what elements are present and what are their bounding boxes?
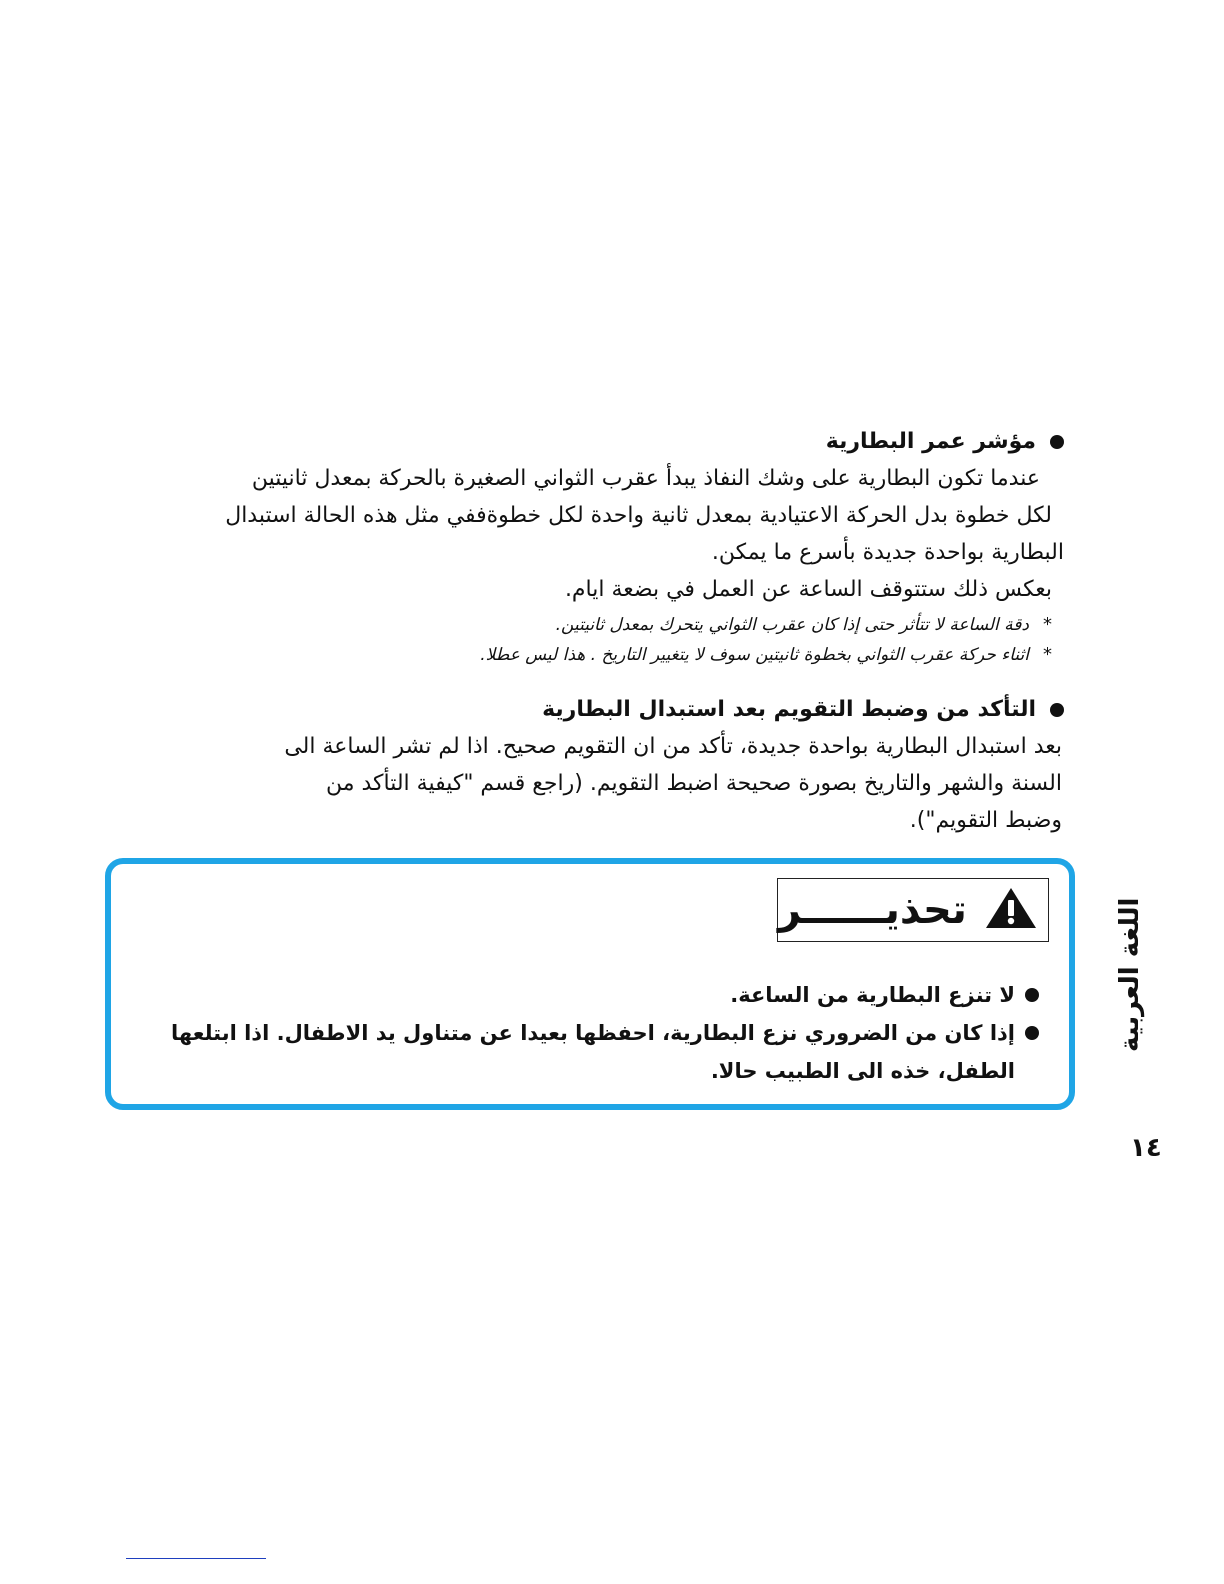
bullet-icon xyxy=(1050,703,1064,717)
bullet-icon xyxy=(1050,435,1064,449)
battery-indicator-section xyxy=(100,424,1064,670)
paragraph-line: بعكس ذلك ستتوقف الساعة عن العمل في بضعة ايام. xyxy=(564,577,1052,602)
paragraph-line: لكل خطوة بدل الحركة الاعتيادية بمعدل ثانية واحدة لكل خطوةففي مثل هذه الحالة استبدال xyxy=(225,503,1052,528)
warning-box xyxy=(105,858,1075,1110)
note-line: * اثناء حركة عقرب الثواني بخطوة ثانيتين سوف لا يتغيير التاريخ . هذا ليس عطلا. xyxy=(480,644,1052,665)
page-number: ١٤ xyxy=(1130,1133,1162,1163)
paragraph-line: وضبط التقويم"). xyxy=(909,808,1062,833)
bullet-icon xyxy=(1025,1026,1039,1040)
warning-list xyxy=(151,976,1039,1090)
warning-title: تحذيــــــر xyxy=(778,887,967,933)
paragraph-line: بعد استبدال البطارية بواحدة جديدة، تأكد من ان التقويم صحيح. اذا لم تشر الساعة الى xyxy=(284,734,1062,759)
calendar-check-heading: التأكد من وضبط التقويم بعد استبدال البطارية xyxy=(100,692,1064,728)
calendar-check-paragraph xyxy=(100,728,1062,839)
calendar-check-section xyxy=(100,692,1064,839)
warning-item: إذا كان من الضروري نزع البطارية، احفظها بعيدا عن متناول يد الاطفال. اذا ابتلعها الطفل، خذه الى الطبيب حالا. xyxy=(151,1014,1039,1090)
paragraph-line: عندما تكون البطارية على وشك النفاذ يبدأ عقرب الثواني الصغيرة بالحركة بمعدل ثانيتين xyxy=(251,466,1040,491)
warning-triangle-icon xyxy=(983,885,1039,935)
bullet-icon xyxy=(1025,988,1039,1002)
footer-divider xyxy=(126,1558,266,1559)
battery-indicator-heading: مؤشر عمر البطارية xyxy=(100,424,1064,460)
battery-indicator-paragraph xyxy=(100,460,1064,608)
note-line: * دقة الساعة لا تتأثر حتى إذا كان عقرب الثواني يتحرك بمعدل ثانيتين. xyxy=(555,614,1052,635)
paragraph-line: السنة والشهر والتاريخ بصورة صحيحة اضبط التقويم. (راجع قسم "كيفية التأكد من xyxy=(325,771,1062,796)
warning-title-box xyxy=(777,878,1049,942)
side-language-label: اللغة العربية xyxy=(1115,897,1145,1053)
paragraph-line: البطارية بواحدة جديدة بأسرع ما يمكن. xyxy=(711,540,1064,565)
warning-item: لا تنزع البطارية من الساعة. xyxy=(151,976,1039,1014)
